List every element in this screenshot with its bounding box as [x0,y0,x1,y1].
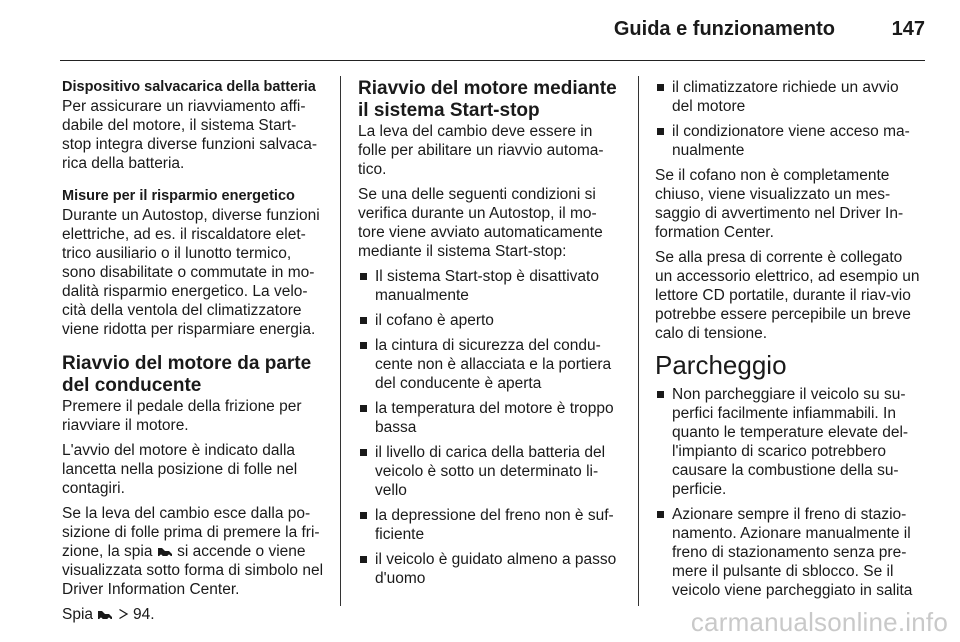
list-item: il cofano è aperto [358,311,620,330]
page-number: 147 [891,18,925,40]
page-reference-arrow-icon[interactable] [118,608,129,620]
voltage-drop-text: Se alla presa di corrente è collegato un accessorio elettrico, ad esempio un lettore CD portatile, durante il riav-vio potrebbe essere percepibile un breve calo di tensione. [655,249,920,342]
list-item: Il sistema Start-stop è disattivato manualmente [358,267,620,305]
driver-restart-p3 [62,504,324,599]
list-item: Azionare sempre il freno di stazio-namento. Azionare manualmente il freno di stazionamento senza pre-mere il pulsante di sblocco. Se il veicolo viene parcheggiato in salita [655,505,920,600]
driver-restart-p3-b: si accende o viene visualizzata sotto forma di simbolo nel Driver Information Center. [62,543,324,598]
bullet-square-icon [657,84,664,91]
auto-restart-heading: Riavvio del motore mediante il sistema Start-stop [358,78,617,121]
bullet-square-icon [360,317,367,324]
list-item: il veicolo è guidato almeno a passo d'uomo [358,550,620,588]
energy-saving-section [62,187,324,339]
driver-restart-heading: Riavvio del motore da parte del conducente [62,353,312,396]
auto-restart-conditions-list [358,267,620,588]
column-1 [62,78,324,630]
list-item: la temperatura del motore è troppo bassa [358,399,620,437]
bullet-square-icon [360,449,367,456]
driver-restart-p3-a: Se la leva del cambio esce dalla po-sizione di folle prima di premere la fri-zione, la spia [62,505,320,560]
page-header [60,0,925,61]
bullet-square-icon [657,128,664,135]
bullet-square-icon [360,342,367,349]
column-2 [358,78,620,594]
watermark: carmanualsonline.info [690,607,948,637]
bullet-square-icon [657,511,664,518]
list-item: il livello di carica della batteria del veicolo è sotto un determinato li-vello [358,443,620,500]
auto-restart-p1: La leva del cambio deve essere in folle per abilitare un riavvio automa-tico. [358,123,604,178]
column-divider-1 [340,76,341,606]
battery-saver-text: Per assicurare un riavviamento affi-dabile del motore, il sistema Start-stop integra diverse funzioni salvaca-rica della batteria. [62,98,318,172]
battery-saver-section [62,78,324,173]
list-item: la depressione del freno non è suf-ficiente [358,506,620,544]
bullet-square-icon [360,405,367,412]
driver-restart-p1: Premere il pedale della frizione per riavviare il motore. [62,398,302,434]
bullet-square-icon [657,391,664,398]
auto-restart-conditions-list-continued [655,78,920,160]
energy-saving-title: Misure per il risparmio energetico [62,188,295,204]
list-item: il climatizzatore richiede un avvio del motore [655,78,920,116]
bullet-square-icon [360,273,367,280]
indicator-reference [62,605,324,624]
column-3 [655,78,920,606]
start-stop-car-icon [97,608,113,620]
energy-saving-text: Durante un Autostop, diverse funzioni elettriche, ad es. il riscaldatore elet-trico ausiliario o il lunotto termico, sono disabilitate o commutate in mo-dalità risparmio energetico. La velo-cità della ventola del climatizzatore viene ridotta per risparmiare energia. [62,207,320,338]
indicator-reference-page[interactable]: 94. [132,606,155,623]
bullet-square-icon [360,556,367,563]
bullet-square-icon [360,512,367,519]
battery-saver-title: Dispositivo salvacarica della batteria [62,79,316,95]
list-item: Non parcheggiare il veicolo su su-perfici facilmente infiammabili. In quanto le temperature elevate del-l'impianto di scarico potrebbero causare la combustione della su-perficie. [655,385,920,499]
section-title: Guida e funzionamento [613,18,835,40]
column-divider-2 [638,76,639,606]
list-item: la cintura di sicurezza del condu-cente non è allacciata e la portiera del conducente è aperta [358,336,620,393]
indicator-reference-label: Spia [62,606,94,623]
auto-restart-p2: Se una delle seguenti condizioni si verifica durante un Autostop, il mo-tore viene avviato automaticamente mediante il sistema Start-stop: [358,186,603,260]
hood-warning-text: Se il cofano non è completamente chiuso, viene visualizzato un mes-saggio di avvertimento nel Driver In-formation Center. [655,167,904,241]
parking-heading: Parcheggio [655,350,787,380]
start-stop-car-icon [157,545,173,557]
driver-restart-p2: L'avvio del motore è indicato dalla lancetta nella posizione di folle nel contagiri. [62,442,298,497]
list-item: il condizionatore viene acceso ma-nualmente [655,122,920,160]
parking-list [655,385,920,600]
